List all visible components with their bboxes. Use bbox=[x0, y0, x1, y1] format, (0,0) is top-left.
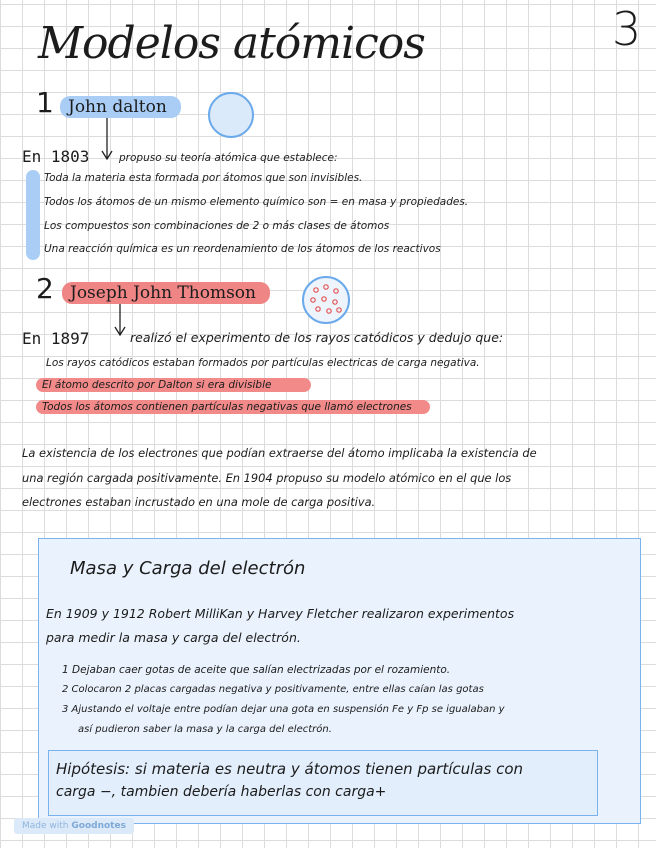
dalton-point-1: Toda la materia esta formada por átomos que son invisibles. bbox=[44, 172, 363, 184]
box-intro-line-1: En 1909 y 1912 Robert MilliKan y Harvey Fletcher realizaron experimentos bbox=[46, 606, 515, 621]
thomson-point-1: Los rayos catódicos estaban formados por partículas electricas de carga negativa. bbox=[46, 357, 480, 369]
box-step-3-cont: así pudieron saber la masa y la carga del electrón. bbox=[78, 724, 332, 735]
dalton-year: En 1803 bbox=[22, 147, 90, 166]
box-step-3: 3 Ajustando el voltaje entre podían dejar una gota en suspensión Fe y Fp se igualaban y bbox=[62, 704, 505, 715]
section-number-2: 2 bbox=[36, 272, 54, 305]
section-number-1: 1 bbox=[36, 86, 54, 119]
goodnotes-watermark bbox=[14, 818, 134, 834]
hypothesis-line-1: Hipótesis: si materia es neutra y átomos tienen partículas con bbox=[56, 760, 524, 778]
thomson-point-2-highlight: El átomo descrito por Dalton si era divisible bbox=[36, 378, 311, 392]
box-intro-line-2: para medir la masa y carga del electrón. bbox=[46, 630, 301, 645]
thomson-plum-pudding-model-drawing bbox=[302, 276, 350, 324]
dalton-point-4: Una reacción química es un reordenamiento de los átomos de los reactivos bbox=[44, 243, 441, 255]
electron-dots-icon bbox=[304, 278, 348, 322]
hypothesis-line-2: carga −, tambien debería haberlas con carga+ bbox=[56, 784, 387, 800]
dalton-point-3: Los compuestos son combinaciones de 2 o más clases de átomos bbox=[44, 220, 390, 232]
box-step-2: 2 Colocaron 2 placas cargadas negativa y positivamente, entre ellas caían las gotas bbox=[62, 684, 484, 695]
watermark-prefix: Made with bbox=[22, 821, 69, 831]
paragraph-line-3: electrones estaban incrustado en una mole de carga positiva. bbox=[22, 495, 376, 509]
arrow-down-icon bbox=[113, 304, 127, 340]
page-title: Modelos atómicos bbox=[38, 18, 425, 69]
dalton-highlight-bar bbox=[26, 170, 40, 260]
thomson-intro: realizó el experimento de los rayos catódicos y dedujo que: bbox=[130, 330, 504, 345]
thomson-point-3-highlight: Todos los átomos contienen partículas negativas que llamó electrones bbox=[36, 400, 430, 414]
dalton-point-2: Todos los átomos de un mismo elemento químico son = en masa y propiedades. bbox=[44, 196, 469, 208]
page-number: 3 bbox=[612, 2, 642, 56]
paragraph-line-2: una región cargada positivamente. En 1904 propuso su modelo atómico en el que los bbox=[22, 471, 512, 485]
thomson-name-highlight: Joseph John Thomson bbox=[62, 282, 270, 304]
watermark-brand: Goodnotes bbox=[71, 821, 126, 831]
thomson-year: En 1897 bbox=[22, 329, 90, 348]
dalton-name-highlight: John dalton bbox=[60, 96, 181, 118]
arrow-down-icon bbox=[100, 118, 114, 164]
dalton-intro: propuso su teoría atómica que establece: bbox=[119, 152, 338, 164]
box-step-1: 1 Dejaban caer gotas de aceite que salían electrizadas por el rozamiento. bbox=[62, 664, 451, 676]
dalton-atom-model-drawing bbox=[208, 92, 254, 138]
box-heading: Masa y Carga del electrón bbox=[70, 558, 306, 579]
paragraph-line-1: La existencia de los electrones que podían extraerse del átomo implicaba la existencia de bbox=[22, 446, 537, 460]
